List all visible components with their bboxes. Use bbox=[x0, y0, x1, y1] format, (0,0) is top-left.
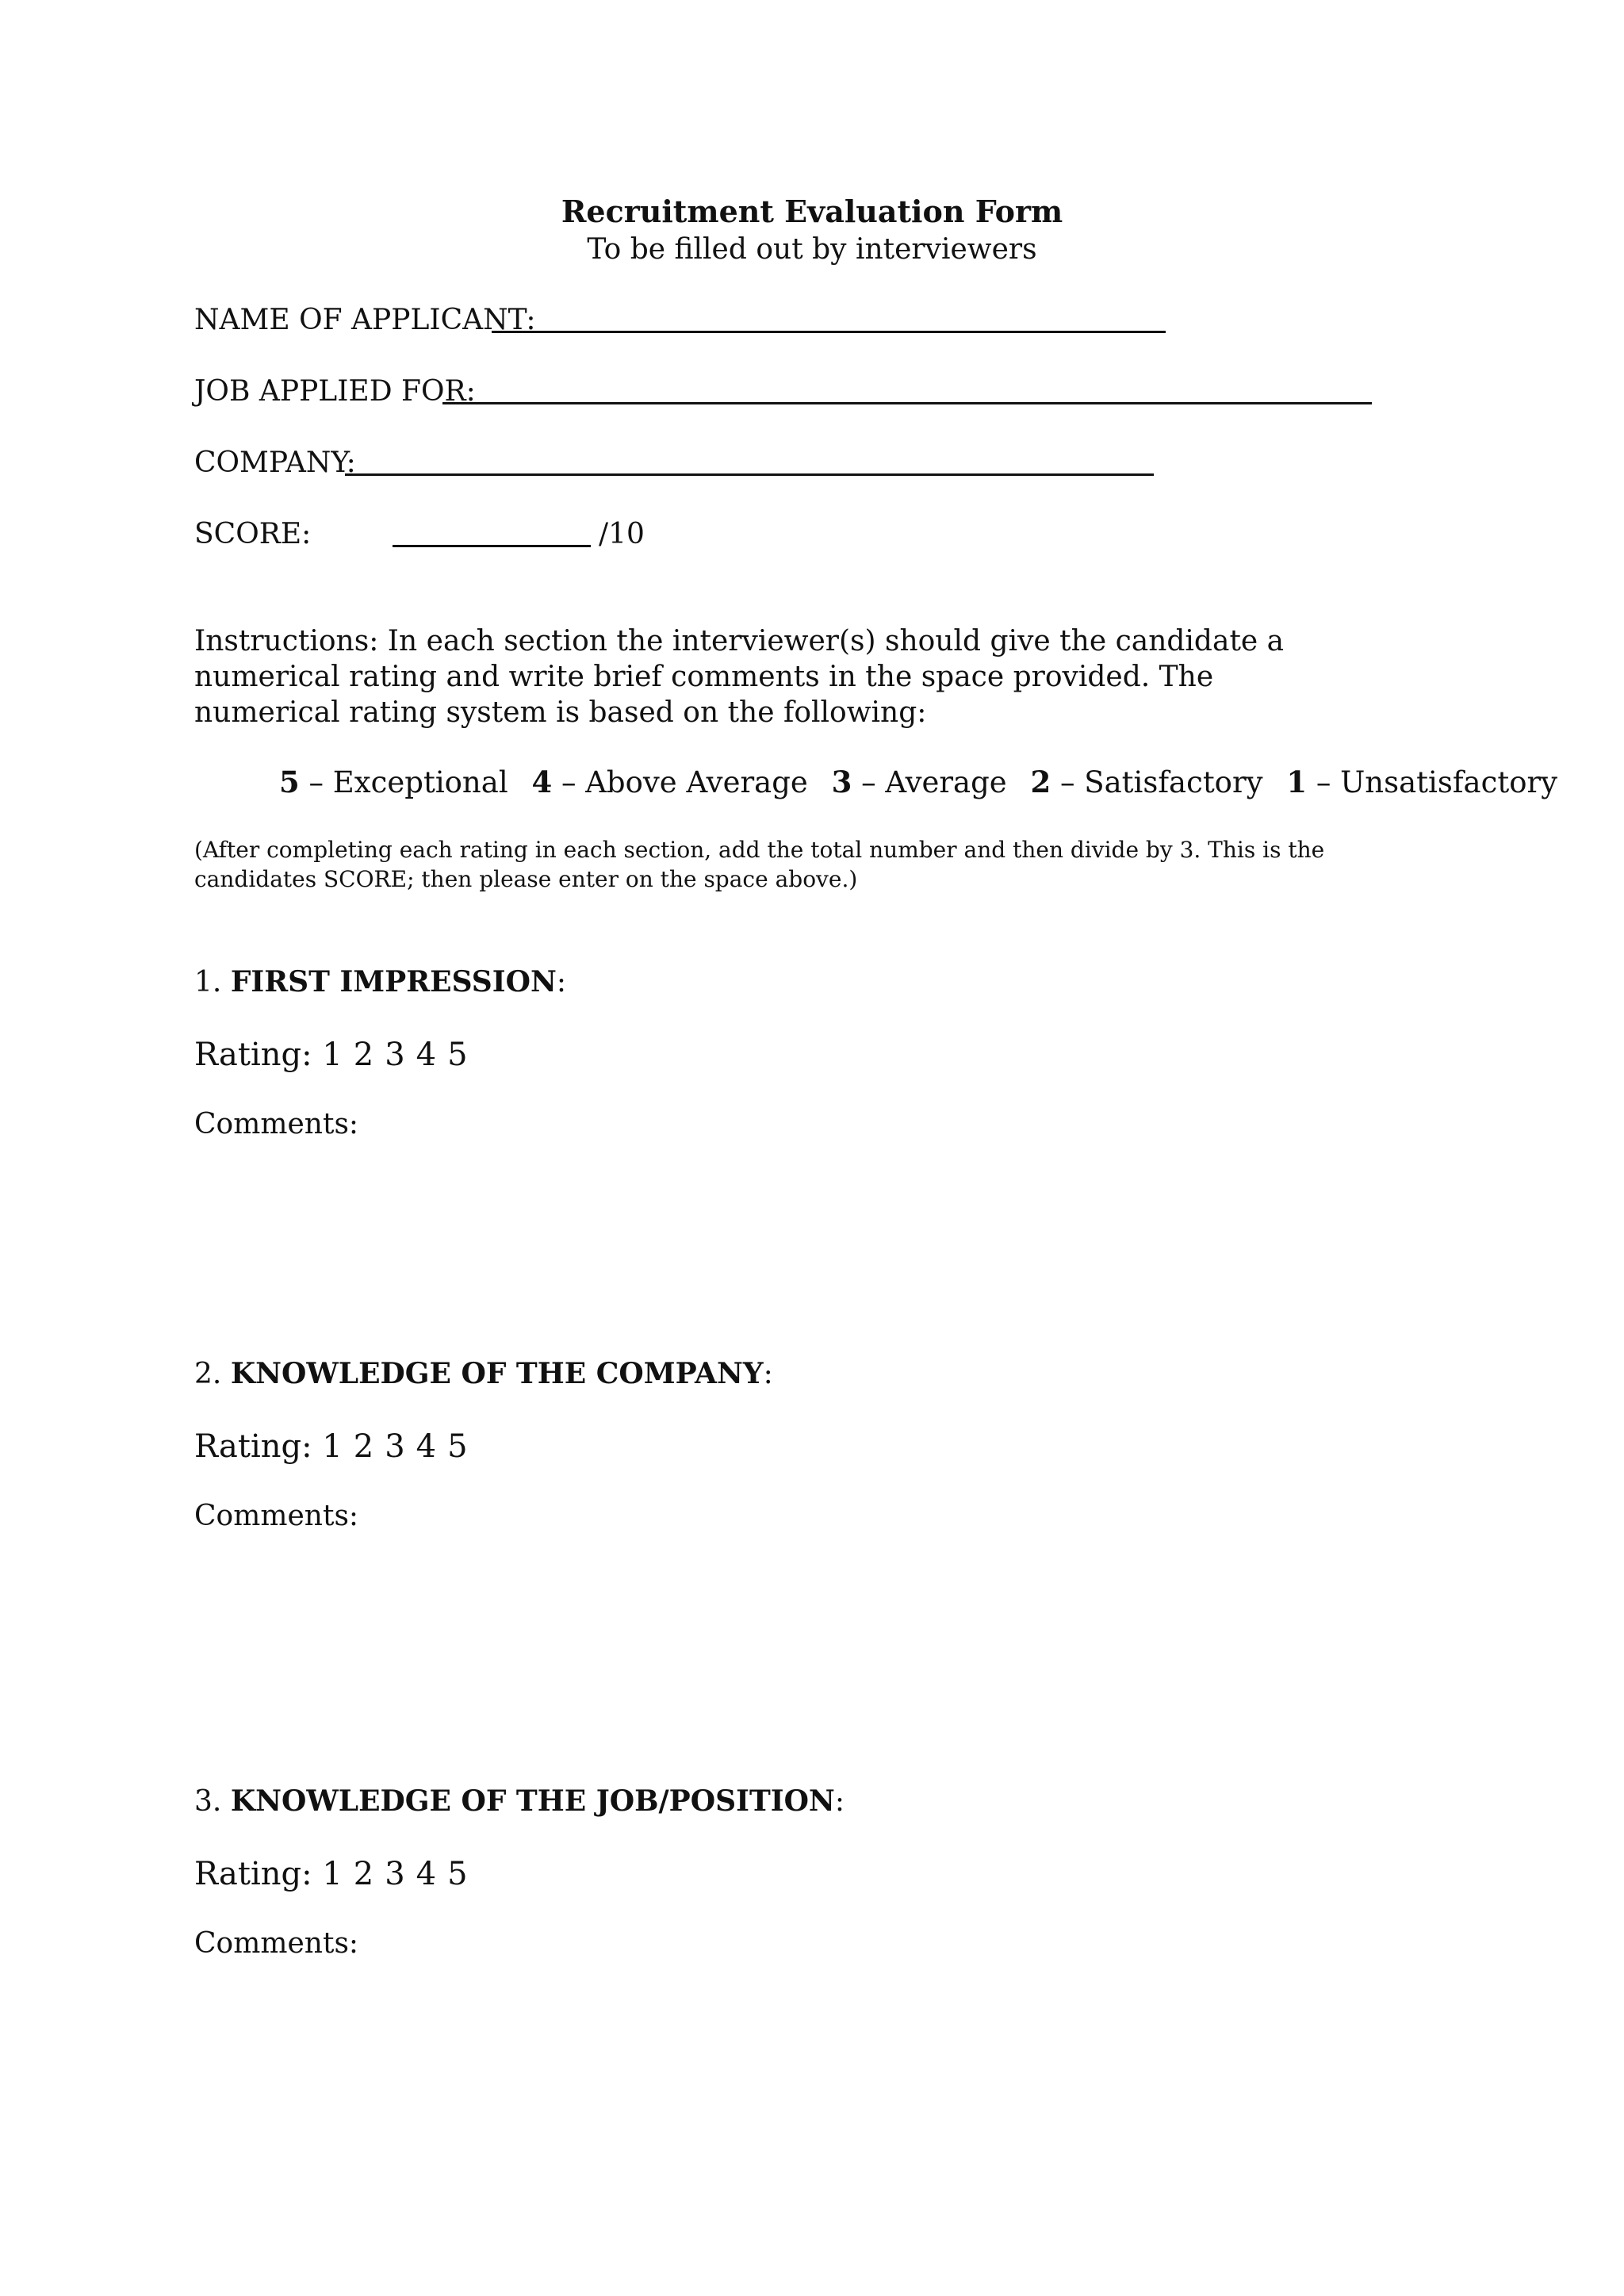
comments-label: Comments: bbox=[194, 1108, 359, 1140]
comments-label: Comments: bbox=[194, 1927, 359, 1960]
score-row bbox=[194, 516, 670, 554]
rating-scale-legend bbox=[279, 763, 1572, 802]
form-subtitle: To be filled out by interviewers bbox=[587, 233, 1037, 266]
rating-option[interactable]: 5 bbox=[447, 1428, 468, 1465]
rating-label: Rating: bbox=[194, 1037, 312, 1073]
rating-option[interactable]: 2 bbox=[353, 1037, 374, 1073]
rating-row bbox=[194, 1853, 479, 1895]
rating-label: Rating: bbox=[194, 1428, 312, 1465]
score-field[interactable] bbox=[393, 545, 591, 547]
rating-option[interactable]: 2 bbox=[353, 1856, 374, 1892]
applicant-name-label: NAME OF APPLICANT: bbox=[194, 304, 536, 336]
scale-item: 3 – Average bbox=[831, 765, 1007, 799]
section-title: KNOWLEDGE OF THE JOB/POSITION bbox=[230, 1784, 835, 1818]
company-label: COMPANY: bbox=[194, 447, 356, 479]
score-suffix: /10 bbox=[599, 518, 645, 550]
section-heading bbox=[194, 1355, 773, 1393]
section-colon: : bbox=[834, 1785, 845, 1818]
section-number: 2. bbox=[194, 1358, 222, 1390]
scale-item: 4 – Above Average bbox=[531, 765, 808, 799]
section-colon: : bbox=[763, 1358, 773, 1390]
section-title: FIRST IMPRESSION bbox=[230, 965, 557, 999]
rating-option[interactable]: 5 bbox=[447, 1856, 468, 1892]
section-heading bbox=[194, 1782, 845, 1821]
form-title: Recruitment Evaluation Form bbox=[561, 194, 1063, 229]
scale-item: 2 – Satisfactory bbox=[1030, 765, 1263, 799]
section-colon: : bbox=[556, 966, 567, 999]
scale-item: 1 – Unsatisfactory bbox=[1286, 765, 1558, 799]
section-title: KNOWLEDGE OF THE COMPANY bbox=[230, 1357, 764, 1390]
rating-row bbox=[194, 1426, 479, 1467]
rating-option[interactable]: 5 bbox=[447, 1037, 468, 1073]
company-row bbox=[194, 444, 1158, 482]
rating-option[interactable]: 4 bbox=[416, 1856, 437, 1892]
rating-option[interactable]: 4 bbox=[416, 1428, 437, 1465]
applicant-name-field[interactable] bbox=[492, 331, 1166, 333]
rating-option[interactable]: 3 bbox=[385, 1856, 405, 1892]
rating-row bbox=[194, 1034, 479, 1075]
company-field[interactable] bbox=[345, 473, 1154, 476]
job-applied-row bbox=[194, 373, 1376, 411]
scoring-note: (After completing each rating in each section, add the total number and then divide by 3. This is the candidates SCORE; then please enter on the space above.) bbox=[194, 837, 1325, 892]
section-heading bbox=[194, 963, 566, 1002]
instructions-text: Instructions: In each section the interviewer(s) should give the candidate a numerical rating and write brief comments in the space provided. The numerical rating system is based on the following: bbox=[194, 625, 1285, 729]
applicant-name-row bbox=[194, 301, 1170, 339]
rating-option[interactable]: 3 bbox=[385, 1428, 405, 1465]
score-label: SCORE: bbox=[194, 518, 312, 550]
rating-option[interactable]: 2 bbox=[353, 1428, 374, 1465]
rating-option[interactable]: 1 bbox=[322, 1856, 343, 1892]
section-number: 1. bbox=[194, 966, 222, 999]
scale-item: 5 – Exceptional bbox=[279, 765, 508, 799]
comments-label: Comments: bbox=[194, 1500, 359, 1532]
job-applied-field[interactable] bbox=[442, 402, 1372, 404]
rating-option[interactable]: 1 bbox=[322, 1428, 343, 1465]
job-applied-label: JOB APPLIED FOR: bbox=[194, 375, 476, 408]
rating-option[interactable]: 4 bbox=[416, 1037, 437, 1073]
section-number: 3. bbox=[194, 1785, 222, 1818]
rating-label: Rating: bbox=[194, 1856, 312, 1892]
rating-option[interactable]: 3 bbox=[385, 1037, 405, 1073]
rating-option[interactable]: 1 bbox=[322, 1037, 343, 1073]
